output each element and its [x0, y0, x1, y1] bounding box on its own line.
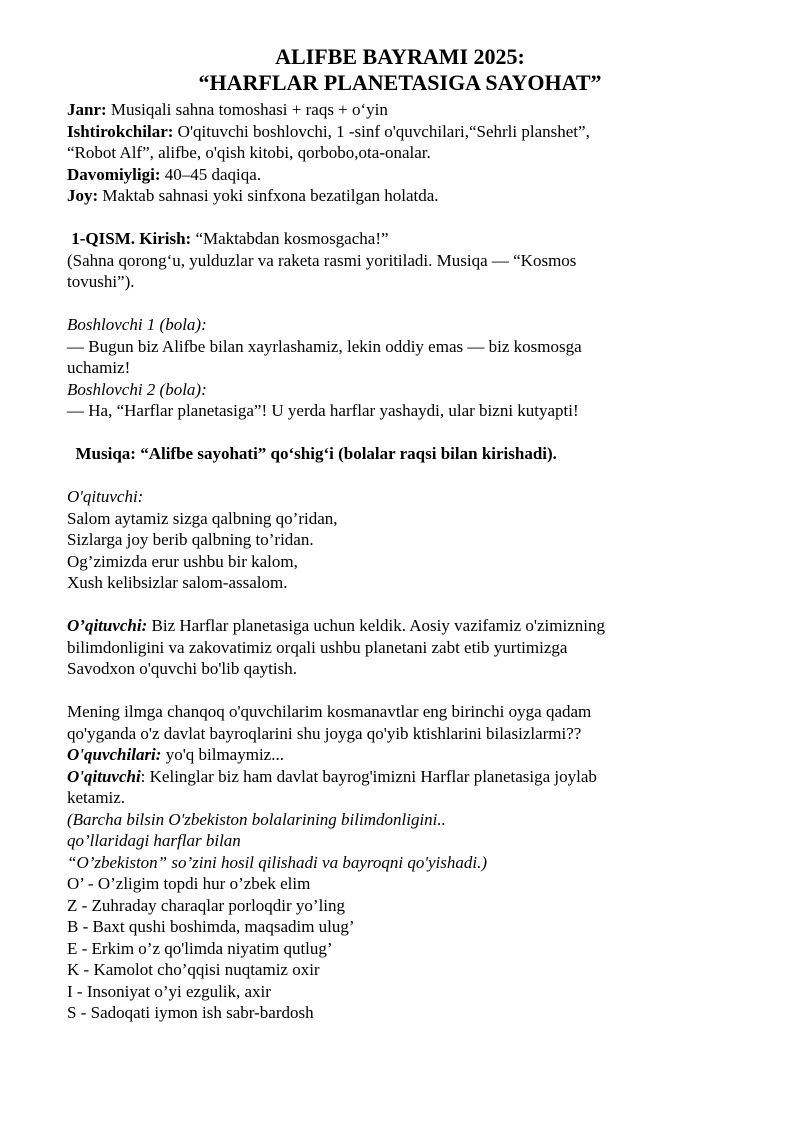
part1-heading-rest: “Maktabdan kosmosgacha!”	[191, 229, 389, 248]
acrostic-line: I - Insoniyat o’yi ezgulik, axir	[67, 981, 271, 1001]
poem-line: Salom aytamiz sizga qalbning qo’ridan,	[67, 508, 338, 528]
genre-label: Janr:	[67, 100, 107, 119]
participants-line-2: “Robot Alf”, alifbe, o'qish kitobi, qorbobo,ota-onalar.	[67, 143, 431, 162]
teacher-reply-speaker: O'qituvchi	[67, 766, 141, 786]
participants-line	[67, 121, 767, 143]
poem-line: Og’zimizda erur ushbu bir kalom,	[67, 551, 298, 571]
title-line-1: ALIFBE BAYRAMI 2025:	[275, 44, 525, 69]
host2-speaker: Boshlovchi 2 (bola):	[67, 379, 207, 399]
teacher-reply-line: O'qituvchi: Kelinglar biz ham davlat bayrog'imizni Harflar planetasiga joylab	[67, 766, 597, 786]
acrostic-line: O’ - O’zligim topdi hur o’zbek elim	[67, 874, 311, 893]
acrostic-line: K - Kamolot cho’qqisi nuqtamiz oxir	[67, 960, 320, 979]
teacher-reply-line-2: ketamiz.	[67, 788, 126, 807]
teacher-poem-speaker: O'qituvchi:	[67, 487, 144, 506]
part1-stage-direction-2: tovushi”).	[67, 272, 135, 291]
acrostic-line: S - Sadoqati iymon ish sabr-bardosh	[67, 1003, 314, 1022]
host1-line: — Bugun biz Alifbe bilan xayrlashamiz, lekin oddiy emas — biz kosmosga	[67, 336, 582, 356]
teacher-speech-line-2: bilimdonligini va zakovatimiz orqali ushbu planetani zabt etib yurtimizga	[67, 637, 568, 657]
question-line-2: qo'yganda o'z davlat bayroqlarini shu joyga qo'yib ktishlarini bilasizlarmi??	[67, 723, 582, 743]
document-body	[67, 99, 767, 1024]
part1-heading-bold: 1-QISM. Kirish:	[67, 229, 192, 248]
duration-value: 40–45 daqiqa.	[160, 164, 262, 184]
host1-line-2: uchamiz!	[67, 358, 131, 377]
poem-line: Sizlarga joy berib qalbning to’ridan.	[67, 530, 314, 549]
students-answer-line: O'quvchilari: yo'q bilmaymiz...	[67, 745, 284, 764]
duration-label: Davomiyligi:	[67, 164, 161, 184]
teacher-speech-speaker: O’qituvchi:	[67, 616, 148, 635]
part1-heading	[67, 228, 767, 250]
host1-speaker: Boshlovchi 1 (bola):	[67, 315, 207, 334]
stage-note-line: qo’llaridagi harflar bilan	[67, 831, 241, 850]
acrostic-line: Z - Zuhraday charaqlar porloqdir yo’ling	[67, 895, 346, 915]
music-line: Musiqa: “Alifbe sayohati” qo‘shig‘i (bolalar raqsi bilan kirishadi).	[67, 444, 557, 463]
teacher-speech-line-3: Savodxon o'quvchi bo'lib qaytish.	[67, 659, 297, 678]
participants-label: Ishtirokchilar:	[67, 121, 174, 141]
stage-note-line: (Barcha bilsin O'zbekiston bolalarining bilimdonligini..	[67, 809, 446, 829]
students-speaker: O'quvchilari:	[67, 745, 162, 764]
genre-value: Musiqali sahna tomoshasi + raqs + o‘yin	[106, 100, 388, 119]
genre-line	[67, 99, 767, 121]
place-line	[67, 185, 767, 207]
place-value: Maktab sahnasi yoki sinfxona bezatilgan holatda.	[98, 186, 439, 205]
stage-note-line: “O’zbekiston” so’zini hosil qilishadi va bayroqni qo'yishadi.)	[67, 852, 487, 872]
title-line-2: “HARFLAR PLANETASIGA SAYOHAT”	[198, 70, 602, 95]
acrostic-line: B - Baxt qushi boshimda, maqsadim ulug’	[67, 917, 355, 936]
teacher-speech-line: O’qituvchi: Biz Harflar planetasiga uchun keldik. Aosiy vazifamiz o'zimizning	[67, 616, 605, 635]
poem-line: Xush kelibsizlar salom-assalom.	[67, 573, 288, 592]
duration-line	[67, 164, 767, 186]
part1-stage-direction: (Sahna qorong‘u, yulduzlar va raketa rasmi yoritiladi. Musiqa — “Kosmos	[67, 250, 577, 270]
place-label: Joy:	[67, 186, 99, 205]
question-line: Mening ilmga chanqoq o'quvchilarim kosmanavtlar eng birinchi oyga qadam	[67, 702, 592, 721]
participants-value: O'qituvchi boshlovchi, 1 -sinf o'quvchilari,“Sehrli planshet”,	[173, 121, 590, 141]
acrostic-line: E - Erkim o’z qo'limda niyatim qutlug’	[67, 938, 333, 958]
host2-line: — Ha, “Harflar planetasiga”! U yerda harflar yashaydi, ular bizni kutyapti!	[67, 401, 579, 420]
